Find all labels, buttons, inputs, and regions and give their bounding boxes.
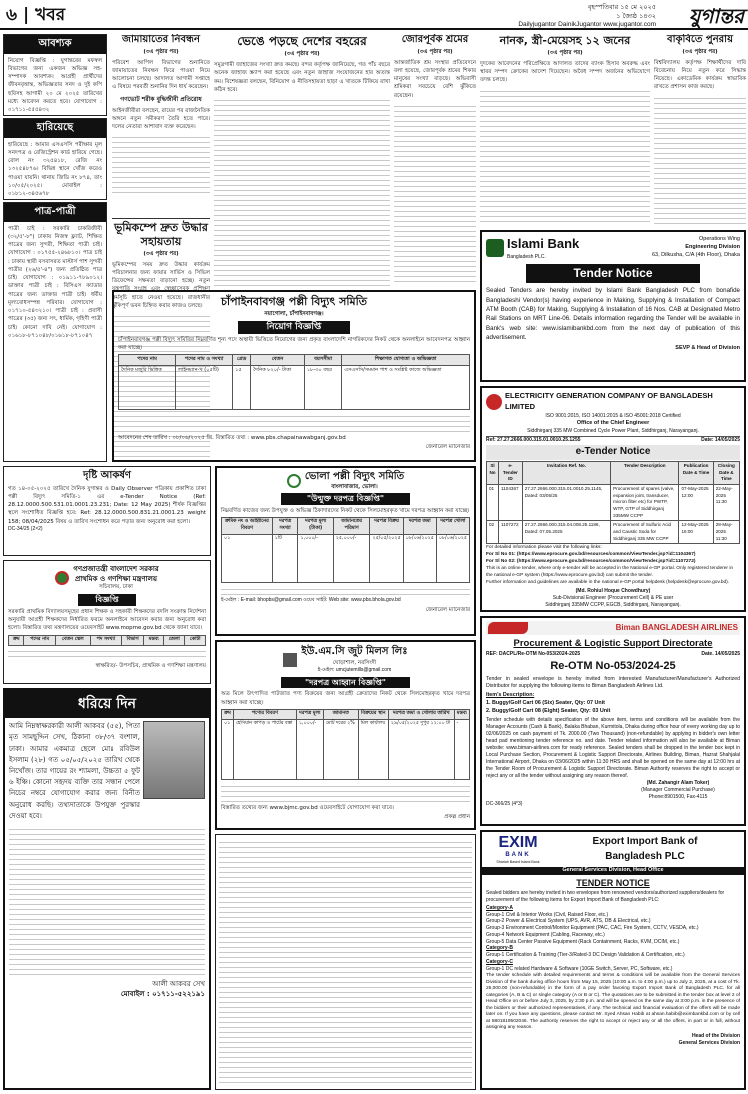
bhola-cell: ০১ bbox=[222, 535, 273, 583]
egcb-cell: Procurement of spares (valve, expansion joint, transducer, micron filter etc) for PWTP, WTP, GTP of Siddhirganj 335MW CCPP bbox=[611, 484, 679, 520]
drishti-body: গত ১৪-০৫-২০২৫ তারিখে দৈনিক যুগান্তর ও Daily Observer পত্রিকায় প্রকাশিত ঢাকা পল্লী বিদ্যুৎ সমিতি-১ এর e-Tender Notice (Ref: 28.12.0000.500.531.01.0001.23.231; Date: 12 May 2025) শীর্ষক বিজ্ঞপ্তির স্থলে সংশোধিত বিজ্ঞপ্তি হবে: Ref: 28.12.0000.500.831.21.0001.23 weight 158; 08/04/2025 বিষয় ও তারিখ সংশোধন করে পড়ার জন্য অনুরোধ করা হলো। bbox=[8, 485, 206, 525]
news-forced-labour-more-text bbox=[394, 102, 476, 282]
chapai-more-text bbox=[118, 412, 470, 434]
biman-date: Date. 14/05/2025 bbox=[701, 650, 740, 657]
ad-misc-notices bbox=[215, 834, 476, 1090]
table-row bbox=[222, 719, 470, 779]
ad-hariyeche-body: হারিয়েছে : আমার এসএসসি পরীক্ষার মূল সনদপত্র ও রেজিস্ট্রেশন কার্ড হারিয়ে গেছে। রোল নং ৩২৫৪১৮, রেজি নং ১৩২৫৪৮৭৬। বিভিন্ন স্থানে খোঁজ করেও পাওয়া যায়নি। থানায় জিডি নং ৮৭৪, তাং ১০/০৫/২০২৫। মোবাইল : ০১৮১২-৩৪৫৬৭৮ bbox=[8, 141, 102, 197]
ad-patro-patri bbox=[3, 202, 107, 462]
gov-notice: বিজ্ঞপ্তি bbox=[78, 594, 136, 606]
chapai-foot: আবেদনের শেষ তারিখ : ০৮/০৬/২০২৫ খ্রি. বিস্তারিত তথ্য : www.pbs.chapainawabganj.gov.bd bbox=[118, 434, 346, 441]
bhola-col: দরপত্র বিক্রয় bbox=[370, 518, 403, 535]
umc-col: ক্রম bbox=[222, 709, 234, 719]
bhola-col: দরপত্র সংখ্যা bbox=[272, 518, 298, 535]
news-fleet-cont: (৩এ পৃষ্ঠার পর) bbox=[284, 51, 320, 57]
gov-sign: স্বাক্ষরিত/- উপসচিব, প্রাথমিক ও গণশিক্ষা মন্ত্রণালয় bbox=[95, 662, 206, 669]
missing-person-photo bbox=[143, 721, 205, 799]
egcb-cell: 27.27.2666.000.315.01.0010.25.1145, Dated: 03/05/25 bbox=[522, 484, 610, 520]
islami-bank-engineering: Engineering Division bbox=[685, 244, 740, 251]
dhoriye-sign bbox=[9, 979, 205, 999]
misc-notices-text bbox=[219, 838, 472, 1086]
table-row bbox=[222, 535, 470, 583]
exim-title1: Export Import Bank of bbox=[592, 836, 698, 848]
dhoriye-more-text bbox=[9, 825, 205, 975]
gov-col: কোটা bbox=[185, 635, 206, 645]
biman-item: 2. Buggy/Golf Cart 08 (Eight) Seater, Qty: 03 Unit bbox=[486, 707, 611, 714]
gov-header bbox=[8, 564, 206, 592]
biman-title: Procurement & Logistic Support Directorate bbox=[513, 638, 713, 649]
biman-logo-icon bbox=[488, 622, 528, 634]
biman-ref: REF: DACPL/Re-OTM No-053/2024-2025 bbox=[486, 650, 581, 657]
chapai-cell: লাইনম্যান-খ (০৫টি) bbox=[176, 365, 233, 409]
dateline-text: বৃহস্পতিবার ১৫ মে ২০২৫ bbox=[587, 3, 656, 11]
ad-exim-bank bbox=[480, 830, 746, 1090]
news-bau-more-text bbox=[654, 94, 746, 224]
chapai-table-header bbox=[119, 355, 470, 365]
ad-hariyeche bbox=[3, 118, 107, 200]
bhola-header bbox=[221, 471, 470, 491]
news-bau-body: বিশ্ববিদ্যালয় কর্তৃপক্ষ শিক্ষার্থীদের দাবি বিবেচনায় নিয়ে নতুন করে সিদ্ধান্ত নিয়েছে। একাডেমিক কার্যক্রম স্বাভাবিক রাখতে প্রশাসন কাজ করছে। bbox=[654, 59, 746, 91]
bhola-table-header bbox=[222, 518, 470, 535]
ad-hariyeche-title: হারিয়েছে bbox=[4, 119, 106, 138]
news-fleet-more-text bbox=[214, 96, 390, 286]
bhola-col: জামানতের পরিমাণ bbox=[333, 518, 370, 535]
exim-logo-tag: Shariah Based Islami Bank bbox=[496, 859, 540, 864]
list-item: Group-2 Power & Electrical System (UPS, AVR, ATS, DB & Electrical, etc.) bbox=[486, 918, 651, 925]
biman-header bbox=[486, 621, 740, 635]
ad-patro-title: পাত্র-পাত্রী bbox=[4, 203, 106, 222]
gov-col: পদ সংখ্যা bbox=[90, 635, 121, 645]
islami-bank-emblem-icon bbox=[486, 239, 504, 257]
islami-bank-sign: SEVP & Head of Division bbox=[675, 345, 740, 352]
ad-aboshyok-title: আবশ্যক bbox=[4, 35, 106, 54]
biman-sign-phone: Phone:8901500, Fax-4115 bbox=[648, 794, 708, 800]
egcb-iso: ISO 9001:2015, ISO 14001:2015 & ISO 45001:2018 Certified bbox=[545, 412, 681, 419]
egcb-cell: 12-May-2025 16:00 bbox=[679, 521, 713, 544]
bhola-foot: ই-মেইল : E-mail: bhopbs@gmail.com ওয়েব সাইট: Web site: www.pbs.bhola.gov.bd bbox=[221, 597, 401, 604]
drishti-code: DC-34/25 (2×2) bbox=[8, 525, 43, 532]
bhola-title: ভোলা পল্লী বিদ্যুৎ সমিতি bbox=[304, 471, 405, 482]
ad-islami-bank bbox=[480, 230, 746, 382]
biman-sign-title: (Manager Commercial Purchase) bbox=[641, 786, 715, 793]
islami-bank-body: Sealed Tenders are hereby invited by Islami Bank Bangladesh PLC from bonafide Bangladeshi Vendor(s) having experience in Making, Supplying & Installation of Compact ATM Booth (CAB) for Making, Supplying & Installation of 16 Nos. CAB at Designated Metro Rail Stations on MRT Line-06. Details information regarding the Tender will be available in Bank's web site: www.islamibankbd.com from the next day of publication of this advertisement. bbox=[486, 287, 740, 341]
egcb-cell: 22-May-2025 11:30 bbox=[713, 484, 739, 520]
islami-bank-sub: Bangladesh PLC. bbox=[507, 253, 546, 260]
bhola-cell: ০৮/০৬/২০২৫ bbox=[403, 535, 436, 583]
gov-body: সরকারি প্রাথমিক বিদ্যালয়সমূহের প্রধান শিক্ষক ও সহকারী শিক্ষকদের বদলি সংক্রান্ত নির্দেশনা অনুযায়ী আগ্রহী শিক্ষকদের নির্ধারিত ফরমে অনলাইনে আবেদন করার জন্য অনুরোধ করা হলো। বিস্তারিত তথ্য মন্ত্রণালয়ের ওয়েবসাইট www.mopme.gov.bd থেকে জানা যাবে। bbox=[8, 608, 206, 632]
biman-sign bbox=[616, 780, 740, 802]
umc-col: দরপত্র মূল্য bbox=[296, 709, 323, 719]
egcb-cell: 02 bbox=[487, 521, 499, 544]
umc-address: ঘোড়াশাল, নরসিংদী bbox=[332, 659, 377, 666]
egcb-col: Publication Date & Time bbox=[679, 461, 713, 484]
egcb-cell: 27.27.2666.000.315.04.008.25.1186, Dated: 07.05.2025 bbox=[522, 521, 610, 544]
egcb-cell: 07-May-2025 12:00 bbox=[679, 484, 713, 520]
egcb-header bbox=[486, 391, 740, 413]
section-name: খবর bbox=[35, 5, 66, 25]
gov-col: মন্তব্য bbox=[144, 635, 164, 645]
news-forced-labour-body: আন্তর্জাতিক শ্রম সংস্থার প্রতিবেদনে বলা হয়েছে, জোরপূর্বক শ্রমের শিকার মানুষের সংখ্যা বাড়ছে। অভিবাসী শ্রমিকরা সবচেয়ে বেশি ঝুঁকিতে রয়েছেন। bbox=[394, 59, 476, 99]
gov-table bbox=[8, 635, 206, 646]
bhola-logo-icon bbox=[287, 474, 301, 488]
gov-title1: গণপ্রজাতন্ত্রী বাংলাদেশ সরকার bbox=[73, 565, 159, 573]
news-fleet bbox=[214, 34, 390, 286]
umc-cell: ১,০০০/- bbox=[296, 719, 323, 779]
news-nanak-body: দুদকের আবেদনের পরিপ্রেক্ষিতে আদালত তাদের ব্যাংক হিসাব অবরুদ্ধ এবং স্থাবর সম্পদ ক্রোকের আদেশ দিয়েছেন। অবৈধ সম্পদ অর্জনের অভিযোগে তদন্ত চলছে। bbox=[480, 60, 650, 84]
islami-bank-name: Islami Bank bbox=[507, 236, 580, 251]
egcb-table bbox=[486, 461, 740, 544]
umc-cell: হেসিয়ান কাপড় ও পাটের বস্তা bbox=[233, 719, 296, 779]
exim-logo-sub: BANK bbox=[505, 852, 531, 858]
islami-bank-logo bbox=[486, 235, 579, 261]
dhoriye-content bbox=[9, 721, 205, 822]
islami-bank-division bbox=[652, 236, 740, 260]
bhola-col: দরপত্র জমা bbox=[403, 518, 436, 535]
ad-umc-jute-mills bbox=[215, 640, 476, 830]
ad-gov-primary-education bbox=[3, 560, 211, 684]
table-row bbox=[487, 521, 740, 544]
dhoriye-sign-phone: মোবাইল : ০১৭১১-৫২২১৯১ bbox=[120, 990, 205, 999]
islami-bank-address: 63, Dilkusha, C/A (4th Floor), Dhaka bbox=[651, 252, 740, 259]
gov-col: বেতন স্কেল bbox=[55, 635, 90, 645]
chapai-col: বেতন bbox=[251, 355, 305, 365]
exim-category-b: Category-B bbox=[486, 945, 513, 952]
news-jamaat-body: পরিবেশ আপিল বিভাগের শুনানিতে জামায়াতের নিবন্ধন ফিরে পাওয়া নিয়ে আলোচনা চলছে। আদালত আগামী সপ্তাহে এ বিষয়ে পরবর্তী শুনানির দিন ধার্য করেছেন। bbox=[112, 59, 210, 91]
chapai-intro: চাঁপাইনবাবগঞ্জ পল্লী বিদ্যুৎ সমিতির নিম্নবর্ণিত শূন্য পদে অস্থায়ী ভিত্তিতে নিয়োগের জন্য প্রকৃত বাংলাদেশি নাগরিকদের নিকট থেকে অনলাইনে আবেদনপত্র আহ্বান করা যাচ্ছে। bbox=[118, 336, 470, 352]
bhola-intro: নিম্নবর্ণিত কাজের জন্য উপযুক্ত ও অভিজ্ঞ ঠিকাদারদের নিকট থেকে সিলমোহরকৃত খামে দরপত্র আহ্বান করা যাচ্ছে। bbox=[221, 508, 470, 515]
table-row bbox=[119, 365, 470, 409]
egcb-sign-name: (Md. Rohiul Hoque Chowdhury) bbox=[575, 587, 651, 594]
news-jamaat-sub: গণভোট শরীক বুদ্ধিজীবী প্রতিরোধ bbox=[120, 95, 202, 103]
islami-bank-header bbox=[486, 235, 740, 261]
news-forced-labour bbox=[394, 34, 476, 286]
umc-col: বিক্রয়ের স্থান bbox=[358, 709, 388, 719]
news-fleet-title: ভেঙে পড়ছে দেশের বহরের bbox=[237, 34, 367, 48]
egcb-cell: 01 bbox=[487, 484, 499, 520]
umc-intro: অত্র মিলে উৎপাদিত পাটজাত পণ্য বিক্রয়ের জন্য আগ্রহী ক্রেতাদের নিকট থেকে সিলমোহরকৃত খামে দরপত্র আহ্বান করা যাচ্ছে। bbox=[221, 691, 470, 706]
chapai-col: শিক্ষাগত যোগ্যতা ও অভিজ্ঞতা bbox=[342, 355, 470, 365]
egcb-info-line: For detailed information please visit the following links: bbox=[486, 545, 602, 551]
chapai-col: বয়সসীমা bbox=[304, 355, 341, 365]
dhoriye-title: ধরিয়ে দিন bbox=[5, 690, 209, 718]
news-jamaat-title: জামায়াতের নিবন্ধন bbox=[122, 34, 200, 45]
egcb-sign bbox=[486, 588, 740, 610]
bhola-notice: "উন্মুক্ত দরপত্র বিজ্ঞপ্তি" bbox=[281, 493, 410, 505]
list-item: Group-5 Data Center Passive Equipment (Rack Containment, Racks, KVM, DCIM, etc.) bbox=[486, 938, 680, 945]
dhoriye-sign-name: আলী আকবর সেখ bbox=[152, 979, 205, 988]
list-item: Group-1 Civil & Interior Works (Civil, Raised Floor, etc.) bbox=[486, 911, 609, 918]
news-nanak bbox=[480, 34, 650, 226]
exim-notice: TENDER NOTICE bbox=[576, 877, 650, 888]
list-item: Group-1 Certification & Training (Tier-3/Rated-3 DC Design Validation & Certification, etc.) bbox=[486, 952, 685, 959]
dhoriye-body: আমি নিম্নস্বাক্ষরকারী আলী আকবর (৫৫), পিতা মৃত সামছুদ্দিন সেখ, ঠিকানা ৩৮/৩৭ বংশাল, ঢাকা। আমার একমাত্র ছেলে মোঃ রবিউল ইসলাম (২৮) গত ০৫/০৫/২০২৫ তারিখ থেকে নিখোঁজ। তার গায়ের রং শ্যামলা, উচ্চতা ৫ ফুট ৬ ইঞ্চি। কোনো সহৃদয় ব্যক্তি তার সন্ধান পেলে নিচের নম্বরে যোগাযোগ করার জন্য বিনীত অনুরোধ করছি। তথ্যদাতাকে উপযুক্ত পুরস্কার দেওয়া হবে। bbox=[9, 722, 140, 820]
bhola-sub: বাংলাবাজার, ভোলা। bbox=[331, 483, 378, 490]
exim-office: General Services Division, Head Office bbox=[482, 867, 744, 875]
umc-cell: - bbox=[454, 719, 469, 779]
bhola-table bbox=[221, 517, 470, 583]
drishti-title: দৃষ্টি আকর্ষণ bbox=[83, 470, 131, 481]
egcb-cell: Procurement of Sulfuric Acid and Caustic Soda for Siddhirganj 335 MW CCPP bbox=[611, 521, 679, 544]
chapai-cell: ১৮-৩০ বছর bbox=[304, 365, 341, 409]
chapai-table bbox=[118, 354, 470, 409]
ad-biman bbox=[480, 616, 746, 826]
ad-bhola-pbs bbox=[215, 466, 476, 636]
chapai-col: পদের নাম bbox=[119, 355, 176, 365]
umc-more-text bbox=[221, 782, 470, 804]
gov-title2: প্রাথমিক ও গণশিক্ষা মন্ত্রণালয় bbox=[74, 575, 158, 584]
bhola-more-text bbox=[221, 585, 470, 597]
umc-sign: প্রকল্প প্রধান bbox=[444, 814, 470, 821]
news-earthquake-cont: (৩এ পৃষ্ঠার পর) bbox=[143, 250, 179, 257]
chapai-col: পদের নাম ও সংখ্যা bbox=[176, 355, 233, 365]
umc-col: মন্তব্য bbox=[454, 709, 469, 719]
chapai-cell: দৈনিক মজুরি ভিত্তিক bbox=[119, 365, 176, 409]
egcb-info-line: This is an online tender, where only e-tender will be accepted in the National e-GP portal. Only registered tenderer in the national e-GP system (https://www.eprocure.gov.bd) can submit the tender. bbox=[486, 566, 734, 578]
biman-sign-name: (Md. Zahangir Alam Toker) bbox=[646, 779, 710, 786]
news-jamaat-body2: আইনজীবীরা বলছেন, রায়ের পর রাজনৈতিক অঙ্গনে নতুন সমীকরণ তৈরি হতে পারে। দলের নেতারা আশাবাদ ব্যক্ত করেছেন। bbox=[112, 107, 210, 130]
chapai-sub: নয়াগোলা, চাঁপাইনবাবগঞ্জ। bbox=[264, 310, 324, 317]
egcb-ref: Ref: 27.27.2666.000.315.01.0010.25.1255 bbox=[486, 437, 581, 444]
umc-col: জামানত bbox=[323, 709, 358, 719]
news-jamaat bbox=[112, 34, 210, 214]
exim-title2: Bangladesh PLC bbox=[605, 850, 685, 862]
news-bau-title: বাকৃবিতে পুনরায় bbox=[667, 34, 733, 45]
gov-title3: সচিবালয়, ঢাকা bbox=[99, 584, 133, 591]
exim-sign bbox=[486, 1033, 740, 1048]
news-earthquake-body: ভূমিকম্পের সময় দ্রুত উদ্ধার কার্যক্রম পরিচালনার জন্য ফায়ার সার্ভিস ও সিভিল ডিফেন্সের সক্ষমতা বাড়ানো হচ্ছে। নতুন যন্ত্রপাতি সংগ্রহ এবং স্বেচ্ছাসেবক প্রশিক্ষণ কর্মসূচি হাতে নেওয়া হয়েছে। রাজধানীর ঝুঁকিপূর্ণ ভবন চিহ্নিত করার কাজও চলছে। bbox=[112, 261, 210, 309]
ad-drishti bbox=[3, 466, 211, 556]
ad-patro-body: পাত্রী চাই : সরকারি চাকরিজীবী (৩২/৫'-৮") ঢাকায় নিজস্ব ফ্ল্যাট, শিক্ষিত পাত্রের জন্য সুন্দরী, শিক্ষিতা পাত্রী চাই। যোগাযোগ : ০১৭৫৫-২৪৬৮১০। পাত্র চাই : ঢাকায় স্থায়ী বসবাসরত মাস্টার্স পাশ সুন্দরী পাত্রীর (২৬/৫'-৪") জন্য প্রতিষ্ঠিত পাত্র চাই। যোগাযোগ : ০১৯১১-৭৮৯০১২। ডাক্তার পাত্রী চাই : বিসিএস ক্যাডার পাত্রের জন্য ডাক্তার পাত্রী চাই। ধর্মীয় মূল্যবোধসম্পন্ন পরিবার। যোগাযোগ : ০১৭১০-৫৪৩২১০। পাত্রী চাই : প্রবাসী পাত্রের (৩৫) জন্য সৎ, ধার্মিক, গৃহিণী পাত্রী চাই। কোনো দাবি নেই। যোগাযোগ : ০১৬১৮-৮৭১০৪৮/০১৬১৮-৮৭১০৪৭ bbox=[8, 225, 103, 339]
chapai-notice: নিয়োগ বিজ্ঞপ্তি bbox=[238, 321, 350, 334]
newspaper-logo: যুগান্তর bbox=[688, 4, 744, 28]
egcb-col: Closing Date & Time bbox=[713, 461, 739, 484]
gov-more-text bbox=[8, 647, 206, 661]
egcb-info bbox=[486, 545, 740, 587]
umc-table bbox=[221, 709, 470, 780]
bhola-col: ক্রমিক নং ও আহ্বানের বিবরণ bbox=[222, 518, 273, 535]
egcb-logo-icon bbox=[486, 394, 502, 410]
gov-table-header bbox=[9, 635, 206, 645]
dateline bbox=[518, 3, 656, 29]
egcb-sign-title: Sub-Divisional Engineer (Procurement Cell) & PE user bbox=[552, 595, 674, 602]
egcb-address: Siddhirganj 335 MW Combined Cycle Power Plant, Siddhirganj, Narayanganj. bbox=[527, 427, 699, 434]
news-forced-labour-title: জোরপূর্বক শ্রমের bbox=[401, 34, 469, 45]
ad-egcb bbox=[480, 386, 746, 612]
news-earthquake-title: ভূমিকম্পে দ্রুত উদ্ধার সহায়তায় bbox=[114, 221, 208, 248]
news-forced-labour-cont: (৩এ পৃষ্ঠার পর) bbox=[417, 48, 453, 55]
umc-cell: মিল কার্যালয় bbox=[358, 719, 388, 779]
page-number-text: ৬ bbox=[6, 5, 18, 25]
list-item: Group-3 Environment Control/Monitor Equipment (PAC, CAC, Fire System, CCTV, VESDA, etc.) bbox=[486, 925, 699, 932]
gov-col: পদের নাম bbox=[24, 635, 55, 645]
egcb-title: e-Tender Notice bbox=[486, 445, 740, 460]
chapai-sign: জেনারেল ম্যানেজার bbox=[425, 443, 470, 450]
gov-emblem-icon bbox=[55, 571, 69, 585]
umc-header bbox=[221, 645, 470, 675]
egcb-office: Office of the Chief Engineer bbox=[576, 420, 650, 426]
bhola-cell: ২৫/০৫/২০২৫ bbox=[370, 535, 403, 583]
umc-email: ই-মেইল: umcjutemills@gmail.com bbox=[317, 667, 392, 674]
umc-notice: "দরপত্র আহ্বান বিজ্ঞপ্তি" bbox=[281, 677, 410, 689]
egcb-cell: 28-May-2025 11:30 bbox=[713, 521, 739, 544]
biman-name: Biman BANGLADESH AIRLINES bbox=[615, 623, 738, 633]
exim-category-c: Category-C bbox=[486, 958, 513, 965]
exim-sign-division: General Services Division bbox=[678, 1039, 740, 1046]
bhola-sign: জেনারেল ম্যানেজার bbox=[425, 606, 470, 613]
news-bau-cont: (৩এ পৃষ্ঠার পর) bbox=[682, 48, 718, 55]
table-row bbox=[487, 484, 740, 520]
egcb-col: Sl No bbox=[487, 461, 499, 484]
news-nanak-cont: (৩এ পৃষ্ঠার পর) bbox=[547, 49, 583, 56]
chapai-col: গ্রেড bbox=[233, 355, 251, 365]
ad-aboshyok bbox=[3, 34, 107, 116]
exim-logo-text: EXIM bbox=[498, 834, 538, 851]
bhola-cell: ১,০০০/- bbox=[298, 535, 333, 583]
egcb-ref-line bbox=[486, 436, 740, 444]
ad-chapai-pbs bbox=[112, 290, 476, 462]
news-bau bbox=[654, 34, 746, 226]
biman-body: Tender schedule with details specification of the above item, terms and conditions will be available from the Manager Accounts (Cash & Bank), Balaka Bhaban, Kurmitola, Dhaka during office hour of every working day up to 02/06/2025 on cash payment of Tk. 2000.00 (Two Thousand) (non-refundable) by applying in bidder's own letter head pad mentioning tender reference no. and date. Tender related information will also be available at Biman website: www.biman-airlines.com for ready reference. Sealed tenders shall be dropped in the tender box kept in Local Purchase Section, Procurement & Logistic Support Directorate, Airlines Building, Biman, Hazrat Shahjalal International Airport, Dhaka on 03/06/2025 within 11:30 HRS and shall be opened on the same day at 12:00 hrs at the Tender Room of Procurement & Logistic Support Directorate. Biman Authority reserves the right to accept or reject any or all the tender without assigning any reason thereof. bbox=[486, 716, 740, 779]
biman-otm: Re-OTM No-053/2024-25 bbox=[550, 660, 676, 673]
exim-logo bbox=[486, 835, 550, 865]
bhola-cell: ২৫,০০০/- bbox=[333, 535, 370, 583]
biman-code: DC-366/25 (4*3) bbox=[486, 801, 523, 808]
egcb-cell: 1107272 bbox=[499, 521, 523, 544]
gov-col: ক্রম bbox=[9, 635, 24, 645]
list-item: Group-4 Network Equipment (Cabling, Raceway, etc.) bbox=[486, 931, 605, 938]
egcb-cell: 1104367 bbox=[499, 484, 523, 520]
page-number: ৬ | খবর bbox=[6, 5, 66, 25]
list-item: Group-1 DC related Hardware & Software (10GE Switch, Server, PC, Software, etc.) bbox=[486, 965, 673, 972]
egcb-link-2[interactable]: For Sl No 02: (https://www.eprocure.gov.bd/resources/common/ViewTender.jsp?id=1107272) bbox=[486, 559, 696, 565]
umc-logo-icon bbox=[283, 653, 297, 667]
news-nanak-more-text bbox=[480, 87, 650, 227]
egcb-table-header bbox=[487, 461, 740, 484]
biman-intro: Tender in sealed envelope is hereby invited from interested Manufacturer/Manufacturer's Authorized Distributor for supplying the following items to Biman Bangladesh Airlines Ltd. bbox=[486, 675, 740, 690]
egcb-sign-office: Siddhirganj 335MW CCPP, EGCB, Siddhirganj, Narayanganj. bbox=[545, 602, 681, 609]
exim-category-a: Category-A bbox=[486, 904, 513, 911]
egcb-col: e-Tender ID bbox=[499, 461, 523, 484]
umc-cell: মোট দরের ২% bbox=[323, 719, 358, 779]
bhola-cell: ১টি bbox=[272, 535, 298, 583]
egcb-name: ELECTRICITY GENERATION COMPANY OF BANGLADESH LIMITED bbox=[505, 391, 713, 411]
chapai-cell: এসএসসি/সমমান পাশ ও সংশ্লিষ্ট কাজে অভিজ্ঞতা bbox=[342, 365, 470, 409]
umc-col: দরপত্র জমা ও খোলার তারিখ bbox=[388, 709, 454, 719]
gov-col: বিভাগ bbox=[121, 635, 144, 645]
egcb-col: Invitation Ref. No. bbox=[522, 461, 610, 484]
egcb-col: Tender Description bbox=[611, 461, 679, 484]
gov-col: জেলা bbox=[164, 635, 185, 645]
bhola-col: দরপত্র মূল্য (টাকা) bbox=[298, 518, 333, 535]
exim-title-block bbox=[550, 835, 740, 864]
dateline-bangla: ১ জ্যৈষ্ঠ ১৪৩২ bbox=[616, 11, 656, 20]
chapai-cell: ১৫ bbox=[233, 365, 251, 409]
page-header bbox=[0, 0, 748, 30]
chapai-cell: দৈনিক ৮২০/- টাকা bbox=[251, 365, 305, 409]
exim-intro: Sealed bidders are hereby invited in two envelopes from renowned vendors/authorized suppliers/dealers for procurement of the following items for Export Import Bank of Bangladesh PLC: bbox=[486, 889, 725, 903]
umc-cell: ০১ bbox=[222, 719, 234, 779]
biman-ref-line bbox=[486, 651, 740, 658]
islami-bank-wing: Operations Wing bbox=[699, 236, 740, 243]
umc-foot: বিস্তারিত তথ্যের জন্য www.bjmc.gov.bd ওয়েবসাইটে যোগাযোগ করা যাবে। bbox=[221, 804, 394, 811]
egcb-link-1[interactable]: For Sl No 01: (https://www.eprocure.gov.bd/resources/common/ViewTender.jsp?id=1104367) bbox=[486, 552, 696, 558]
chapai-title: চাঁপাইনবাবগঞ্জ পল্লী বিদ্যুৎ সমিতি bbox=[220, 295, 368, 308]
ad-aboshyok-body: নিয়োগ বিজ্ঞপ্তি : যুগান্তরের মফস্বল বিভাগের জন্য একজন অভিজ্ঞ সহ-সম্পাদক আবশ্যক। আগ্রহী প্রার্থীদের জীবনবৃত্তান্ত, অভিজ্ঞতার সনদ ও দুই কপি ছবিসহ আগামী ২০ মে ২০২৫ তারিখের মধ্যে আবেদন করতে হবে। যোগাযোগ : ০১৭১১-৫৫৫৪৩২ bbox=[8, 57, 102, 113]
biman-item: 1. Buggy/Golf Cart 06 (Six) Seater, Qty: 07 Unit bbox=[486, 699, 605, 706]
exim-body: The tender schedule with detailed requirements and terms & conditions will be available from the General Services Division of the bank during office hours from May 15, 2025 (10:00 a.m. to 4:00 p.m.) up to July 2, 2025, at a cost of Tk. 25,000.00 (non-refundable) in the form of a pay order favoring Export Import Bank of Bangladesh PLC. for all categories (A, B & C) or single category (A or B or C). The quotations are to be submitted in the tender box at level 2 of Head Office on or before July 3, 2025, by 2:30 p.m. and will be opened on the same day at 3:00 p.m. in the presence of the bidders or their authorized representatives, if any. The technical and financial evaluation of the offers will be made later on. If you have any questions, please contact Mr. Syed Ahsan Habib at ahsan.habib@eximbankbd.com or by cell at 8801819502046. The authority reserves the right to accept or reject any or all the offers, in part or in full, without assigning any reason. bbox=[486, 973, 740, 1031]
bhola-col: দরপত্র খোলা bbox=[436, 518, 469, 535]
biman-items-title: Item's Description: bbox=[486, 692, 535, 699]
news-jamaat-more-text bbox=[112, 133, 210, 193]
exim-header bbox=[486, 835, 740, 865]
egcb-date: Date: 14/05/2025 bbox=[701, 437, 740, 444]
exim-categories bbox=[486, 905, 740, 973]
ad-dhoriye-din bbox=[3, 688, 211, 1090]
umc-name: ইউ.এম.সি জুট মিলস লিঃ bbox=[301, 646, 408, 657]
umc-col: পণ্যের বিবরণ bbox=[233, 709, 296, 719]
news-fleet-body: সমুদ্রগামী জাহাজের সংখ্যা দ্রুত কমছে। বন্দর কর্তৃপক্ষ জানিয়েছে, গত পাঁচ বছরে অনেক জাহাজ স্ক্র্যাপ করা হয়েছে এবং নতুন জাহাজ সংযোজনের হার অত্যন্ত কম। বিশেষজ্ঞরা বলছেন, বিনিয়োগ ও নীতিসহায়তা ছাড়া এ খাতকে টিকিয়ে রাখা কঠিন হবে। bbox=[214, 62, 390, 93]
egcb-info-line: Further information and guidelines are available in the national e-GP portal helpdesk (helpdesk@eprocure.gov.bd). bbox=[486, 579, 730, 585]
umc-cell: ২৯/০৫/২০২৫ দুপুর ১২:০০ টা bbox=[388, 719, 454, 779]
islami-bank-title: Tender Notice bbox=[526, 264, 700, 283]
umc-table-header bbox=[222, 709, 470, 719]
social-links: Dailyjugantor DainikJugantor www.jugantor.com bbox=[518, 20, 656, 28]
news-jamaat-cont: (৩এ পৃষ্ঠার পর) bbox=[143, 48, 179, 55]
news-nanak-title: নানক, স্ত্রী-মেয়েসহ ১২ জনের bbox=[499, 34, 631, 47]
exim-sign-title: Head of the Division bbox=[691, 1032, 740, 1039]
bhola-cell: ০৮/০৬/২০২৫ bbox=[436, 535, 469, 583]
